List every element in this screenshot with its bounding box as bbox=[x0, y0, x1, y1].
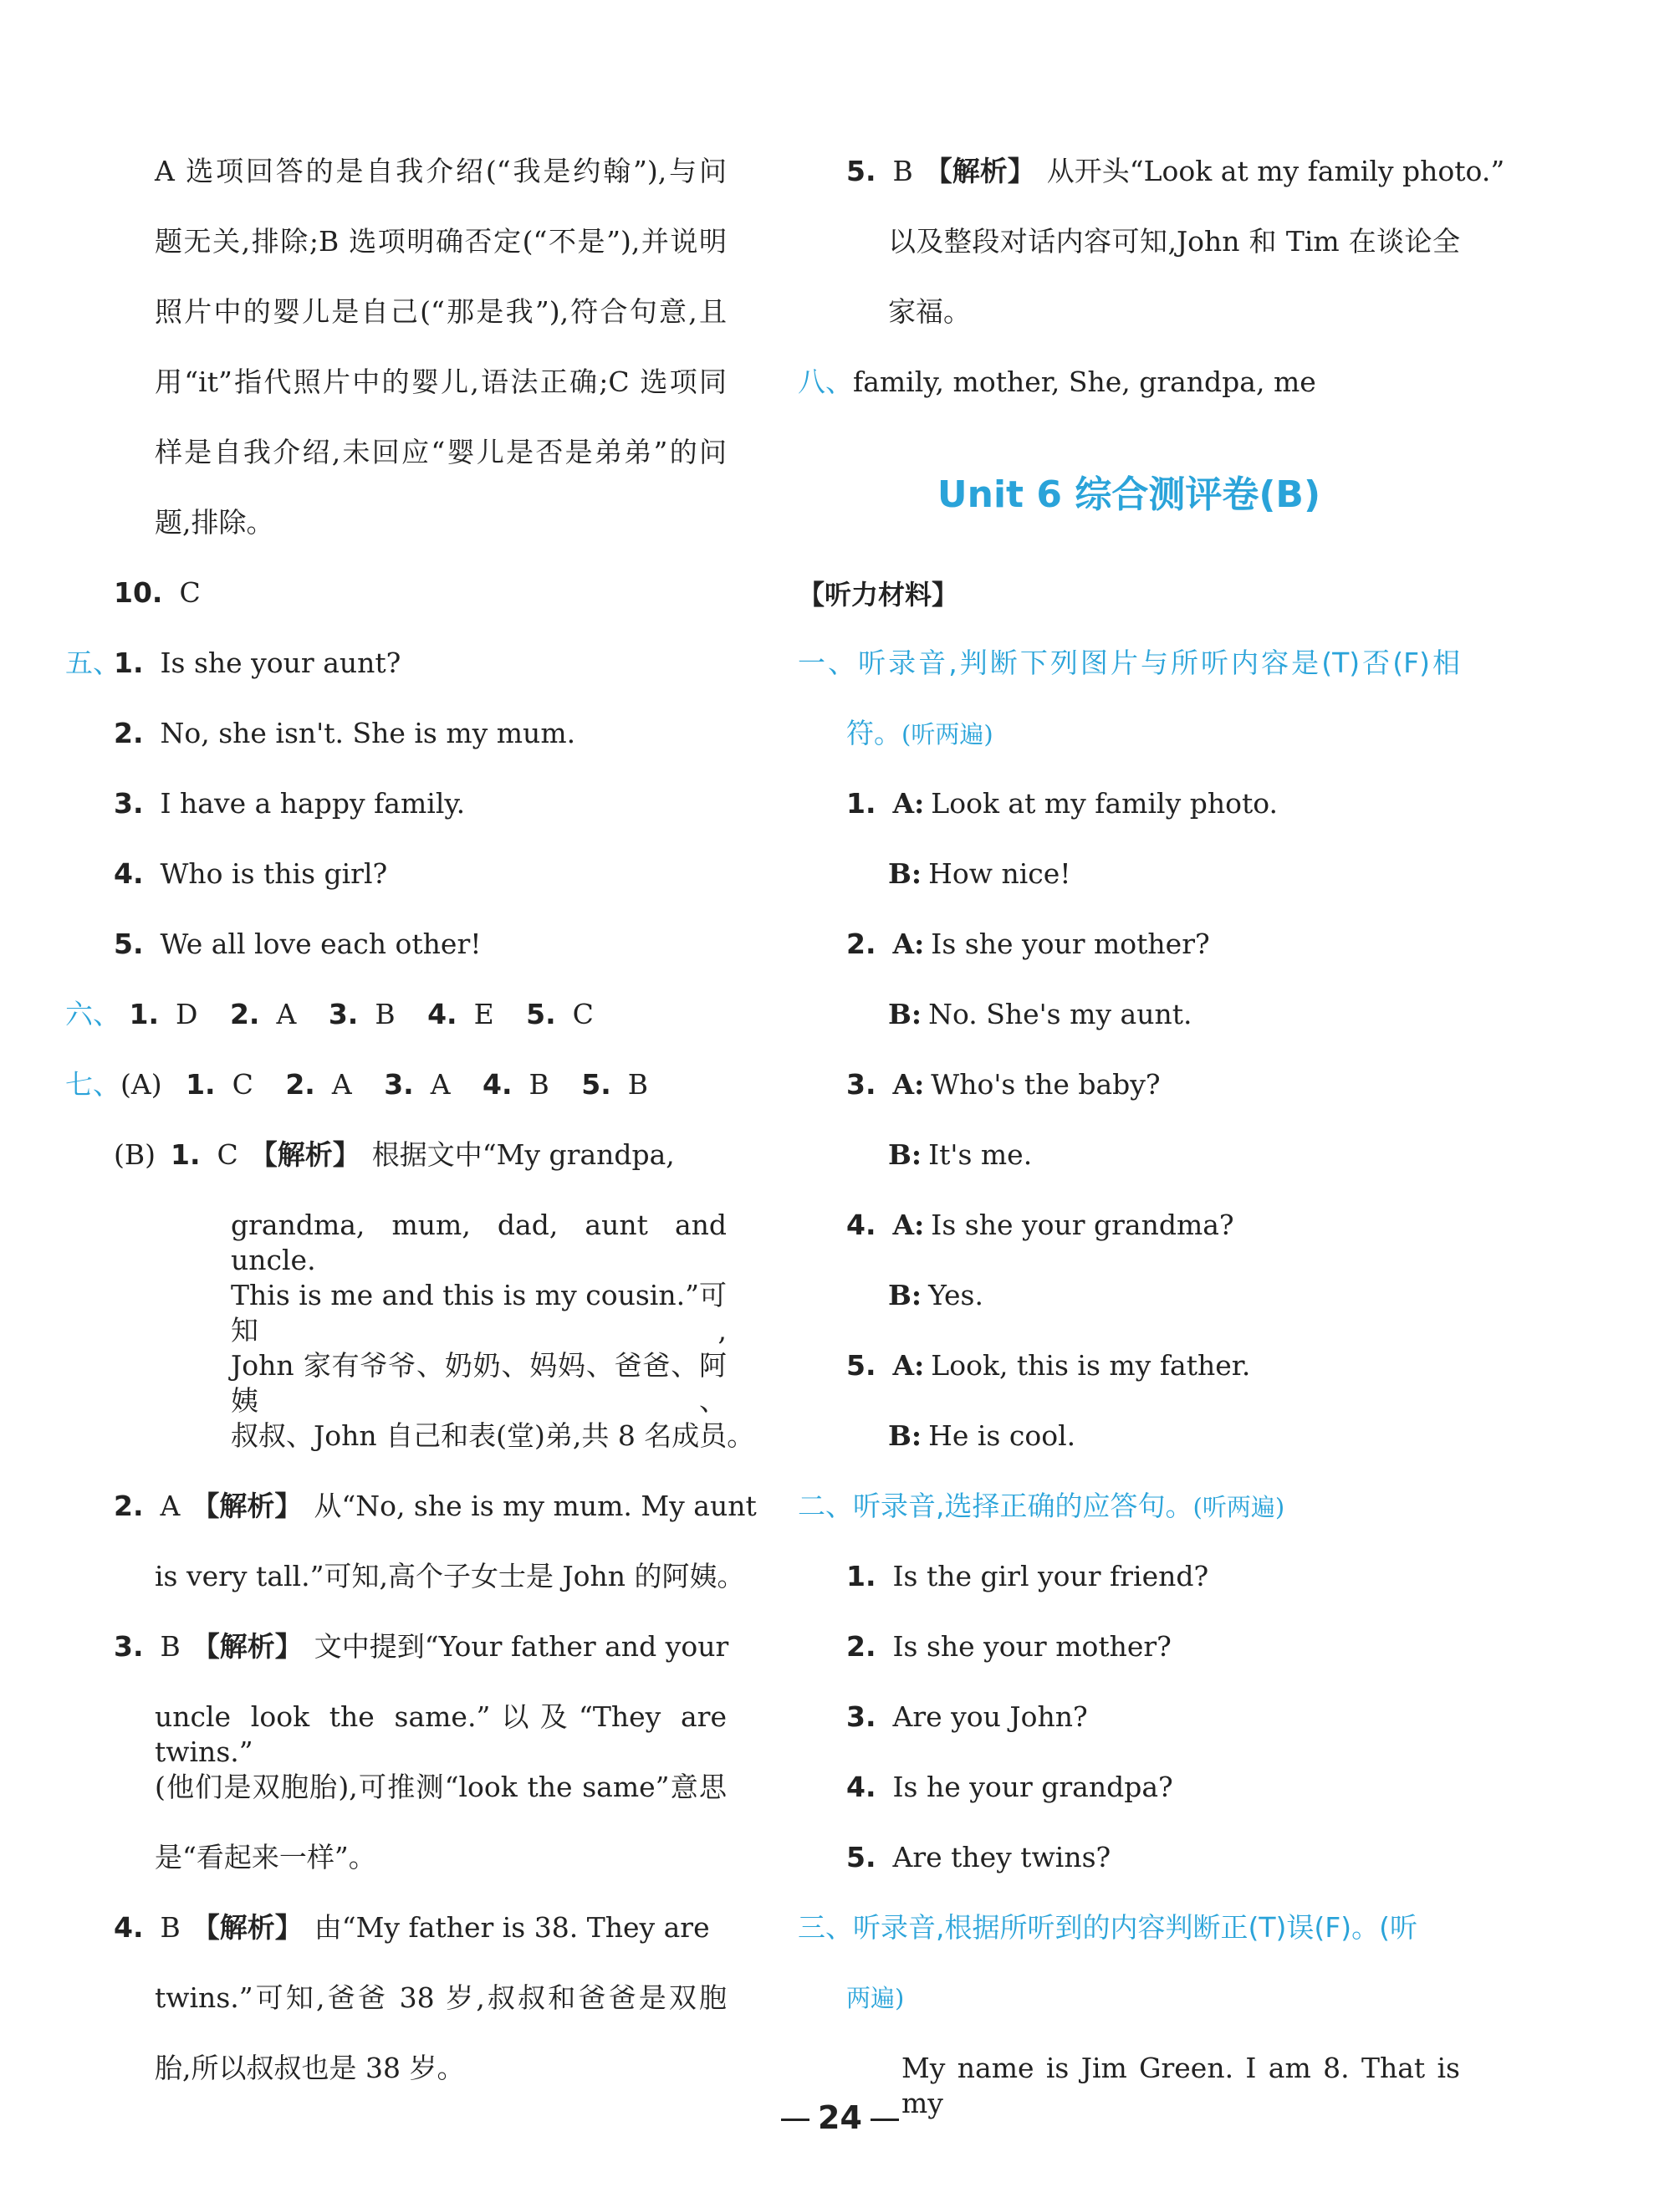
item-number: 2. bbox=[846, 928, 876, 960]
dialog-line bbox=[846, 1348, 1250, 1383]
analysis-line: 叔叔、John 自己和表(堂)弟,共 8 名成员。 bbox=[231, 1419, 755, 1452]
dialog-line bbox=[888, 856, 1071, 892]
passage-line: My name is Jim Green. I am 8. That is my bbox=[901, 2052, 1460, 2119]
answer-letter: D bbox=[176, 998, 198, 1030]
analysis-marker: 【解析】 bbox=[191, 1911, 303, 1944]
q9-explanation-line: 样是自我介绍,未回应“婴儿是否是弟弟”的问 bbox=[155, 436, 727, 468]
analysis-line: This is me and this is my cousin.”可知, bbox=[231, 1279, 727, 1347]
analysis-text: 根据文中“My grandpa, bbox=[371, 1138, 675, 1171]
item-number: 2. bbox=[229, 998, 260, 1030]
part-2-heading bbox=[798, 1489, 1284, 1524]
section-7-answers-a bbox=[65, 1067, 648, 1102]
part-1-heading-cont bbox=[846, 716, 993, 751]
analysis-text: 由“My father is 38. They are bbox=[314, 1911, 710, 1944]
analysis-line: 胎,所以叔叔也是 38 岁。 bbox=[155, 2052, 465, 2084]
speaker-a: A: bbox=[892, 1068, 925, 1101]
speaker-b: B: bbox=[888, 998, 922, 1030]
q9-explanation-line: 用“it”指代照片中的婴儿,语法正确;C 选项同 bbox=[155, 365, 727, 398]
item-text: No, she isn't. She is my mum. bbox=[160, 717, 576, 749]
item-number: 3. bbox=[846, 1068, 876, 1101]
analysis-line: 是“看起来一样”。 bbox=[155, 1841, 376, 1873]
section-8-label: 八、 bbox=[798, 365, 853, 398]
list-item bbox=[114, 927, 481, 962]
item-number: 4. bbox=[846, 1209, 876, 1241]
item-number: 5. bbox=[581, 1068, 611, 1101]
item-number: 1. bbox=[846, 1560, 876, 1592]
item-text: Is she your aunt? bbox=[160, 647, 401, 679]
item-number: 4. bbox=[483, 1068, 513, 1101]
analysis-marker: 【解析】 bbox=[249, 1138, 360, 1171]
item-number: 10. bbox=[114, 576, 163, 609]
q9-explanation-line: 题,排除。 bbox=[155, 506, 274, 539]
answer-letter: A bbox=[276, 998, 297, 1030]
answer-letter: E bbox=[473, 998, 494, 1030]
list-item bbox=[114, 646, 401, 681]
q10-answer bbox=[114, 575, 201, 611]
answer-letter: B bbox=[375, 998, 396, 1030]
analysis-line: John 家有爷爷、奶奶、妈妈、爸爸、阿姨、 bbox=[231, 1349, 727, 1417]
item-number: 4. bbox=[114, 857, 144, 890]
part-b-item-4 bbox=[114, 1910, 710, 1945]
dialog-text: It's me. bbox=[928, 1138, 1033, 1171]
dialog-text: He is cool. bbox=[928, 1419, 1076, 1452]
speaker-a: A: bbox=[892, 928, 925, 960]
analysis-line: uncle look the same.”以及“They are twins.” bbox=[155, 1700, 727, 1768]
answer-letter: C bbox=[179, 576, 201, 609]
item-number: 1. bbox=[846, 787, 876, 820]
item-number: 4. bbox=[427, 998, 457, 1030]
speaker-a: A: bbox=[892, 1209, 925, 1241]
answer-letter: B bbox=[627, 1068, 649, 1101]
answer-letter: B bbox=[160, 1630, 181, 1663]
item-number: 5. bbox=[846, 1349, 876, 1382]
list-item bbox=[846, 1629, 1172, 1664]
analysis-line: 以及整段对话内容可知,John 和 Tim 在谈论全 bbox=[888, 225, 1460, 258]
dialog-line bbox=[846, 1067, 1161, 1102]
section-6-answers bbox=[65, 997, 594, 1032]
speaker-b: B: bbox=[888, 1419, 922, 1452]
part-3-heading-cont: 两遍) bbox=[846, 1984, 905, 2012]
part-b-item-2 bbox=[114, 1489, 757, 1524]
answer-letter: B bbox=[529, 1068, 549, 1101]
dialog-text: No. She's my aunt. bbox=[928, 998, 1192, 1030]
section-6-label: 六、 bbox=[65, 998, 120, 1030]
analysis-line: (他们是双胞胎),可推测“look the same”意思 bbox=[155, 1771, 727, 1803]
item-text: Are you John? bbox=[892, 1700, 1088, 1733]
analysis-text: 文中提到“Your father and your bbox=[314, 1630, 729, 1663]
q9-explanation-line: 题无关,排除;B 选项明确否定(“不是”),并说明 bbox=[155, 225, 727, 258]
dialog-line bbox=[888, 1137, 1032, 1173]
list-item bbox=[114, 786, 465, 821]
part-b-item-1 bbox=[114, 1137, 675, 1173]
item-text: I have a happy family. bbox=[160, 787, 466, 820]
item-number: 1. bbox=[129, 998, 159, 1030]
part-b-item-3 bbox=[114, 1629, 728, 1664]
list-item bbox=[114, 716, 575, 751]
part-2-heading-text: 二、听录音,选择正确的应答句。 bbox=[798, 1490, 1193, 1522]
answer-letter: A bbox=[430, 1068, 451, 1101]
unit-title: Unit 6 综合测评卷(B) bbox=[937, 473, 1321, 516]
item-number: 3. bbox=[114, 787, 144, 820]
q9-explanation-line: A 选项回答的是自我介绍(“我是约翰”),与问 bbox=[155, 155, 727, 187]
item-number: 2. bbox=[114, 1490, 144, 1522]
analysis-text: 从“No, she is my mum. My aunt bbox=[314, 1490, 757, 1522]
section-5-label: 五、 bbox=[65, 647, 120, 679]
dialog-text: How nice! bbox=[928, 857, 1071, 890]
item-number: 4. bbox=[114, 1911, 144, 1944]
list-item bbox=[114, 856, 387, 892]
dialog-line bbox=[846, 1208, 1234, 1243]
section-7-label: 七、 bbox=[65, 1068, 120, 1101]
dialog-text: Look at my family photo. bbox=[931, 787, 1278, 820]
section-8-answers bbox=[798, 365, 1316, 400]
answer-letter: B bbox=[160, 1911, 181, 1944]
item-number: 5. bbox=[526, 998, 556, 1030]
dialog-text: Is she your grandma? bbox=[931, 1209, 1234, 1241]
item-text: Is he your grandpa? bbox=[892, 1771, 1173, 1803]
speaker-b: B: bbox=[888, 1279, 922, 1311]
item-number: 3. bbox=[384, 1068, 414, 1101]
item-number: 1. bbox=[171, 1138, 201, 1171]
speaker-b: B: bbox=[888, 857, 922, 890]
part-3-heading: 三、听录音,根据所听到的内容判断正(T)误(F)。(听 bbox=[798, 1911, 1418, 1944]
analysis-line: 家福。 bbox=[888, 295, 971, 328]
answer-letter: C bbox=[217, 1138, 238, 1171]
answer-letter: A bbox=[160, 1490, 181, 1522]
item-number: 1. bbox=[186, 1068, 216, 1101]
listen-twice-note: (听两遍) bbox=[1192, 1493, 1285, 1521]
item-number: 2. bbox=[846, 1630, 876, 1663]
dialog-text: Is she your mother? bbox=[931, 928, 1210, 960]
listening-header: 【听力材料】 bbox=[798, 579, 959, 611]
list-item bbox=[846, 1700, 1088, 1735]
analysis-marker: 【解析】 bbox=[191, 1490, 303, 1522]
item-number: 5. bbox=[114, 928, 144, 960]
answer-letter: C bbox=[232, 1068, 253, 1101]
answer-letter: A bbox=[331, 1068, 352, 1101]
item-number: 3. bbox=[846, 1700, 876, 1733]
item-text: Is she your mother? bbox=[892, 1630, 1172, 1663]
dialog-line bbox=[888, 997, 1192, 1032]
part-a-label: (A) bbox=[120, 1068, 162, 1101]
part-1-heading: 一、听录音,判断下列图片与所听内容是(T)否(F)相 bbox=[798, 647, 1460, 679]
dialog-line bbox=[888, 1278, 983, 1313]
item-number: 3. bbox=[328, 998, 359, 1030]
analysis-line: grandma, mum, dad, aunt and uncle. bbox=[231, 1209, 727, 1276]
answer-text: family, mother, She, grandpa, me bbox=[853, 365, 1316, 398]
list-item bbox=[846, 1770, 1173, 1805]
item-text: Is the girl your friend? bbox=[892, 1560, 1209, 1592]
q9-explanation-line: 照片中的婴儿是自己(“那是我”),符合句意,且 bbox=[155, 295, 727, 328]
item-text: We all love each other! bbox=[160, 928, 482, 960]
dialog-text: Look, this is my father. bbox=[931, 1349, 1251, 1382]
analysis-line: twins.”可知,爸爸 38 岁,叔叔和爸爸是双胞 bbox=[155, 1981, 727, 2014]
listen-twice-note: (听两遍) bbox=[901, 720, 993, 749]
analysis-marker: 【解析】 bbox=[191, 1630, 303, 1663]
item-number: 5. bbox=[846, 155, 876, 187]
answer-letter: B bbox=[892, 155, 913, 187]
speaker-a: A: bbox=[892, 1349, 925, 1382]
q5-answer bbox=[846, 154, 1504, 189]
list-item bbox=[846, 1840, 1111, 1875]
speaker-b: B: bbox=[888, 1138, 922, 1171]
item-text: Are they twins? bbox=[892, 1841, 1111, 1873]
dialog-line bbox=[888, 1418, 1075, 1454]
speaker-a: A: bbox=[892, 787, 925, 820]
item-number: 1. bbox=[114, 647, 144, 679]
part-b-label: (B) bbox=[114, 1138, 156, 1171]
list-item bbox=[846, 1559, 1208, 1594]
dialog-text: Who's the baby? bbox=[931, 1068, 1161, 1101]
dialog-text: Yes. bbox=[928, 1279, 983, 1311]
part-1-heading-end: 符。 bbox=[846, 717, 901, 749]
analysis-line: is very tall.”可知,高个子女士是 John 的阿姨。 bbox=[155, 1560, 745, 1592]
dialog-line bbox=[846, 786, 1278, 821]
item-number: 2. bbox=[114, 717, 144, 749]
page-number: 24 bbox=[0, 2099, 1680, 2136]
analysis-marker: 【解析】 bbox=[924, 155, 1035, 187]
item-number: 4. bbox=[846, 1771, 876, 1803]
dialog-line bbox=[846, 927, 1210, 962]
answer-letter: C bbox=[572, 998, 594, 1030]
item-number: 2. bbox=[285, 1068, 315, 1101]
item-number: 3. bbox=[114, 1630, 144, 1663]
item-number: 5. bbox=[846, 1841, 876, 1873]
analysis-text: 从开头“Look at my family photo.” bbox=[1046, 155, 1505, 187]
item-text: Who is this girl? bbox=[160, 857, 388, 890]
